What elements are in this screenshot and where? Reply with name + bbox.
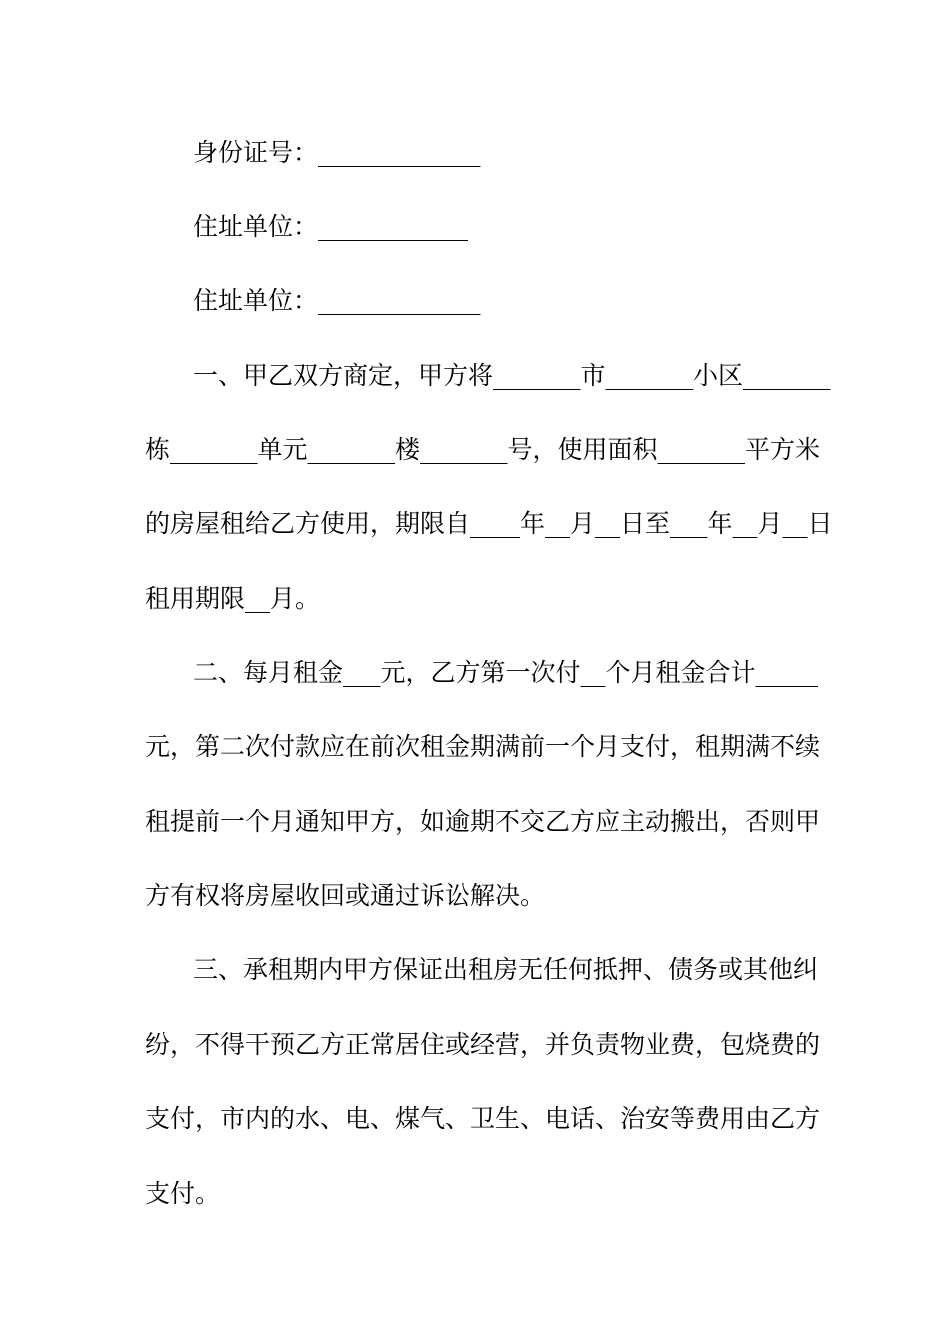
clause-3-line-2: 纷，不得干预乙方正常居住或经营，并负责物业费，包烧费的 (145, 1030, 821, 1059)
address-unit-field: 住址单位：____________ (193, 212, 469, 241)
clause-1-line-1: 一、甲乙双方商定，甲方将_______市_______小区_______ (193, 361, 831, 390)
clause-2-line-4: 方有权将房屋收回或通过诉讼解决。 (145, 881, 546, 910)
clause-1-line-3: 的房屋租给乙方使用，期限自____年__月__日至___年__月__日 (145, 509, 833, 538)
clause-1-line-2: 栋_______单元_______楼_______号，使用面积_______平方米 (145, 435, 821, 464)
clause-2-line-3: 租提前一个月通知甲方，如逾期不交乙方应主动搬出，否则甲 (145, 807, 821, 836)
clause-3-line-4: 支付。 (145, 1179, 221, 1208)
clause-2-line-2: 元，第二次付款应在前次租金期满前一个月支付，租期满不续 (145, 732, 821, 761)
clause-3-line-3: 支付，市内的水、电、煤气、卫生、电话、治安等费用由乙方 (145, 1104, 821, 1133)
address-unit-field-2: 住址单位：_____________ (193, 286, 481, 315)
clause-1-line-4: 租用期限__月。 (145, 584, 321, 613)
clause-3-line-1: 三、承租期内甲方保证出租房无任何抵押、债务或其他纠 (193, 955, 819, 984)
id-number-field: 身份证号：_____________ (193, 138, 481, 167)
clause-2-line-1: 二、每月租金___元，乙方第一次付__个月租金合计_____ (193, 658, 819, 687)
